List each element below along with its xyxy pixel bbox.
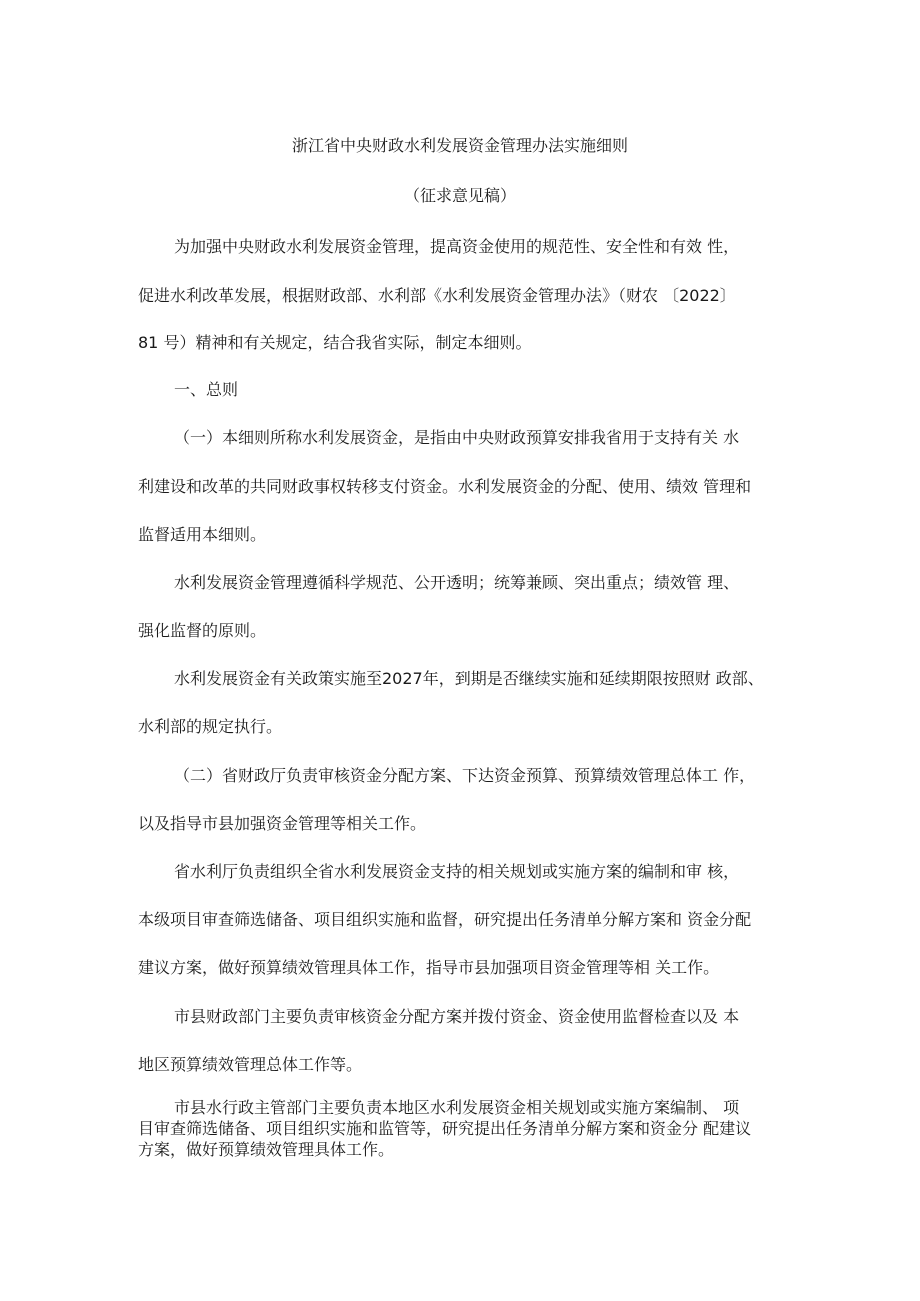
paragraph-line: 水利部的规定执行。 (138, 717, 283, 736)
document-title: 浙江省中央财政水利发展资金管理办法实施细则 (291, 136, 628, 155)
paragraph-line: 为加强中央财政水利发展资金管理，提高资金使用的规范性、安全性和有效 性， (174, 237, 740, 256)
paragraph-line: 建议方案，做好预算绩效管理具体工作，指导市县加强项目资金管理等相 关工作。 (138, 958, 720, 977)
paragraph-line: 本级项目审查筛选储备、项目组织实施和监督，研究提出任务清单分解方案和 资金分配 (138, 910, 752, 929)
section-heading: 一、总则 (174, 380, 239, 399)
paragraph-line: 市县水行政主管部门主要负责本地区水利发展资金相关规划或实施方案编制、 项 (174, 1098, 740, 1117)
paragraph-line: 目审查筛选储备、项目组织实施和监管等，研究提出任务清单分解方案和资金分 配建议 (138, 1119, 752, 1138)
paragraph-line: 监督适用本细则。 (138, 525, 267, 544)
paragraph-line: 省水利厅负责组织全省水利发展资金支持的相关规划或实施方案的编制和审 核， (174, 862, 740, 881)
document-subtitle: （征求意见稿） (403, 186, 516, 205)
paragraph-line: 方案，做好预算绩效管理具体工作。 (138, 1140, 395, 1159)
paragraph-line: （二）省财政厅负责审核资金分配方案、下达资金预算、预算绩效管理总体工 作， (174, 766, 756, 785)
paragraph-line: 利建设和改革的共同财政事权转移支付资金。水利发展资金的分配、使用、绩效 管理和 (138, 477, 752, 496)
paragraph-line: 市县财政部门主要负责审核资金分配方案并拨付资金、资金使用监督检查以及 本 (174, 1007, 740, 1026)
paragraph-line: （一）本细则所称水利发展资金，是指由中央财政预算安排我省用于支持有关 水 (174, 428, 740, 447)
paragraph-line: 水利发展资金有关政策实施至2027年，到期是否继续实施和延续期限按照财 政部、 (174, 669, 764, 688)
paragraph-line: 水利发展资金管理遵循科学规范、公开透明；统筹兼顾、突出重点；绩效管 理、 (174, 573, 740, 592)
paragraph-line: 以及指导市县加强资金管理等相关工作。 (138, 814, 427, 833)
paragraph-line: 81 号）精神和有关规定，结合我省实际，制定本细则。 (138, 333, 532, 352)
paragraph-line: 地区预算绩效管理总体工作等。 (138, 1055, 363, 1074)
paragraph-line: 强化监督的原则。 (138, 621, 267, 640)
paragraph-line: 促进水利改革发展，根据财政部、水利部《水利发展资金管理办法》（财农 〔2022〕 (138, 286, 736, 305)
